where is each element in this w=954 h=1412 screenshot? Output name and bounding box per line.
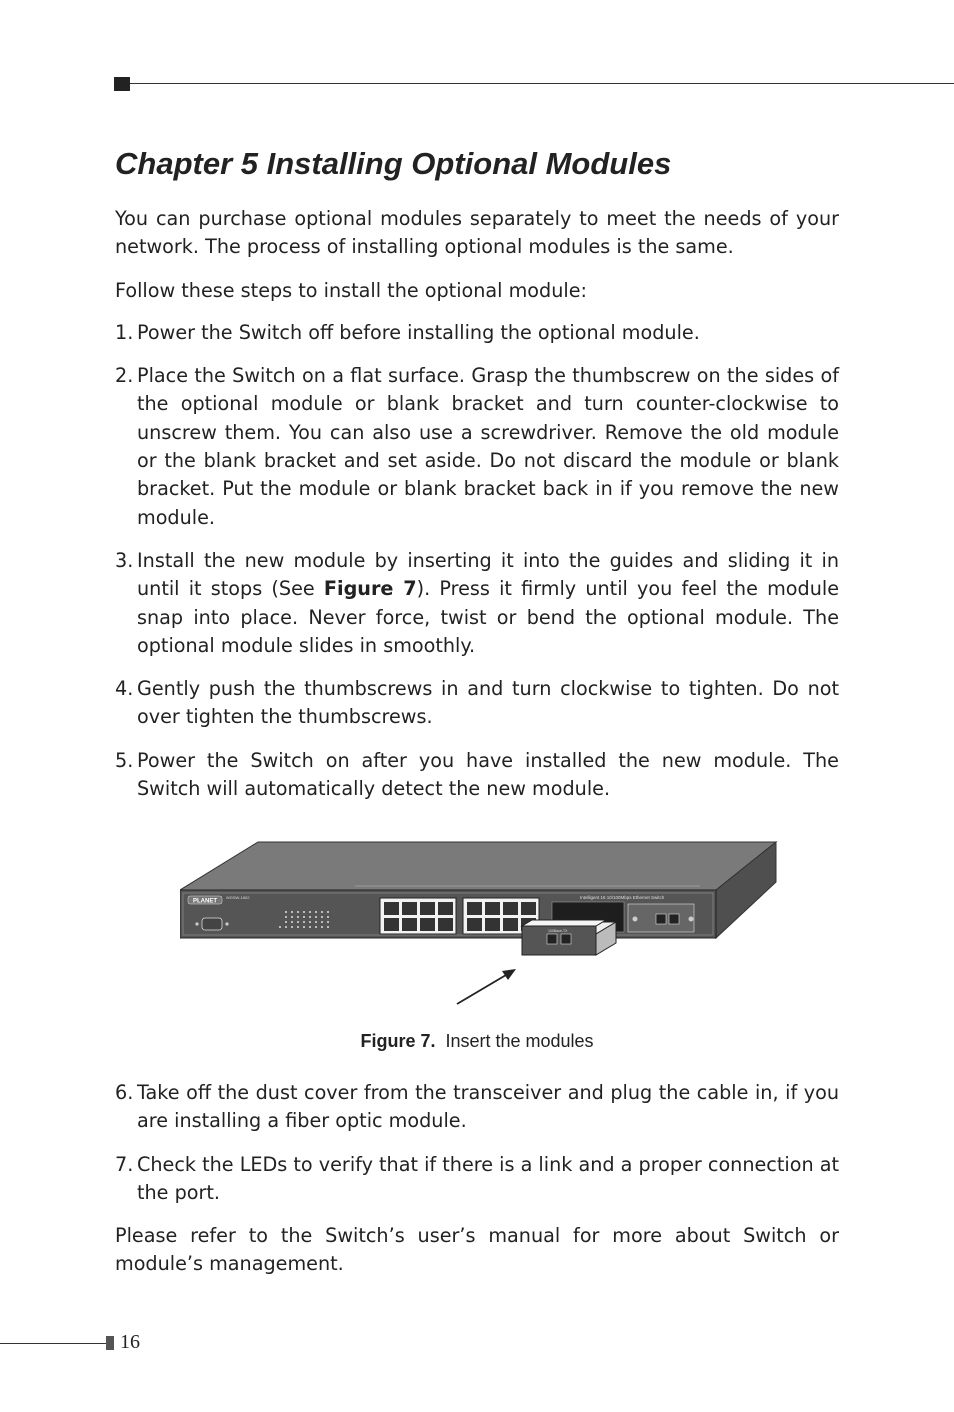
step-text: Take off the dust cover from the transceiver and plug the cable in, if you are installing a fiber optic module.	[137, 1081, 839, 1133]
install-steps-list-continued	[115, 1079, 839, 1207]
step-item	[115, 547, 839, 660]
step-number: 4.	[115, 677, 134, 701]
chapter-title: Chapter 5 Installing Optional Modules	[115, 146, 672, 181]
step-text: Power the Switch off before installing the optional module.	[137, 320, 700, 344]
step-number: 2.	[115, 364, 134, 388]
step-text: Check the LEDs to verify that if there is a link and a proper connection at the port.	[137, 1152, 839, 1204]
lower-text-block	[115, 1079, 839, 1279]
rj45-port-block-left	[380, 898, 456, 934]
step-item	[115, 319, 839, 347]
figure-caption	[0, 1031, 954, 1052]
step-number: 1.	[115, 320, 134, 344]
step-item	[115, 362, 839, 532]
upper-text-block	[115, 205, 839, 803]
figure-reference: Figure 7	[323, 577, 417, 601]
intro-paragraph: You can purchase optional modules separately to meet the needs of your network. The process of installing optional modules is the same.	[115, 207, 839, 259]
inserting-module	[522, 920, 616, 955]
step-item	[115, 675, 839, 732]
step-text: Install the new module by inserting it into the guides and sliding it in until it stops (See Figure 7). Press it firmly until you feel the module snap into place. Never force, twist or bend the optional module. The optional module slides in smoothly.	[137, 548, 840, 657]
module-type-label: 100Base-TX	[548, 929, 568, 933]
step-number: 3.	[115, 548, 134, 572]
closing-paragraph: Please refer to the Switch’s user’s manual for more about Switch or module’s management.	[115, 1224, 839, 1276]
step-number: 7.	[115, 1152, 134, 1176]
install-steps-list	[115, 319, 839, 803]
switch-title-label: Intelligent 16 10/100Mbps Ethernet Switch	[580, 895, 665, 900]
step-text: Place the Switch on a flat surface. Grasp the thumbscrew on the sides of the optional module or blank bracket and turn counter-clockwise to unscrew them. You can also use a screwdriver. Remove the old module or the blank bracket and set aside. Do not discard the module or blank bracket. Put the module or blank bracket back in if you remove the new module.	[137, 364, 839, 529]
step-number: 5.	[115, 748, 134, 772]
header-square-marker	[114, 77, 130, 91]
page-number: 16	[120, 1331, 140, 1353]
installed-module	[628, 904, 694, 932]
switch-model-label: WGSW-1602	[226, 895, 250, 900]
figure-caption-text: Insert the modules	[445, 1031, 594, 1051]
step-text: Power the Switch on after you have installed the new module. The Switch will automatically detect the new module.	[137, 748, 839, 801]
step-text: Gently push the thumbscrews in and turn clockwise to tighten. Do not over tighten the thumbscrews.	[137, 677, 839, 729]
step-item	[115, 747, 839, 804]
footer-square-marker	[106, 1336, 114, 1350]
footer-rule	[0, 1343, 106, 1344]
header-rule	[130, 83, 954, 84]
step-number: 6.	[115, 1081, 134, 1104]
brand-logo: PLANET	[193, 898, 217, 905]
step-item	[115, 1151, 839, 1208]
steps-intro-paragraph: Follow these steps to install the optional module:	[115, 278, 587, 302]
insert-direction-arrow	[457, 969, 516, 1004]
step-item	[115, 1079, 839, 1136]
switch-module-illustration	[180, 840, 780, 1010]
figure-label: Figure 7.	[360, 1031, 436, 1051]
